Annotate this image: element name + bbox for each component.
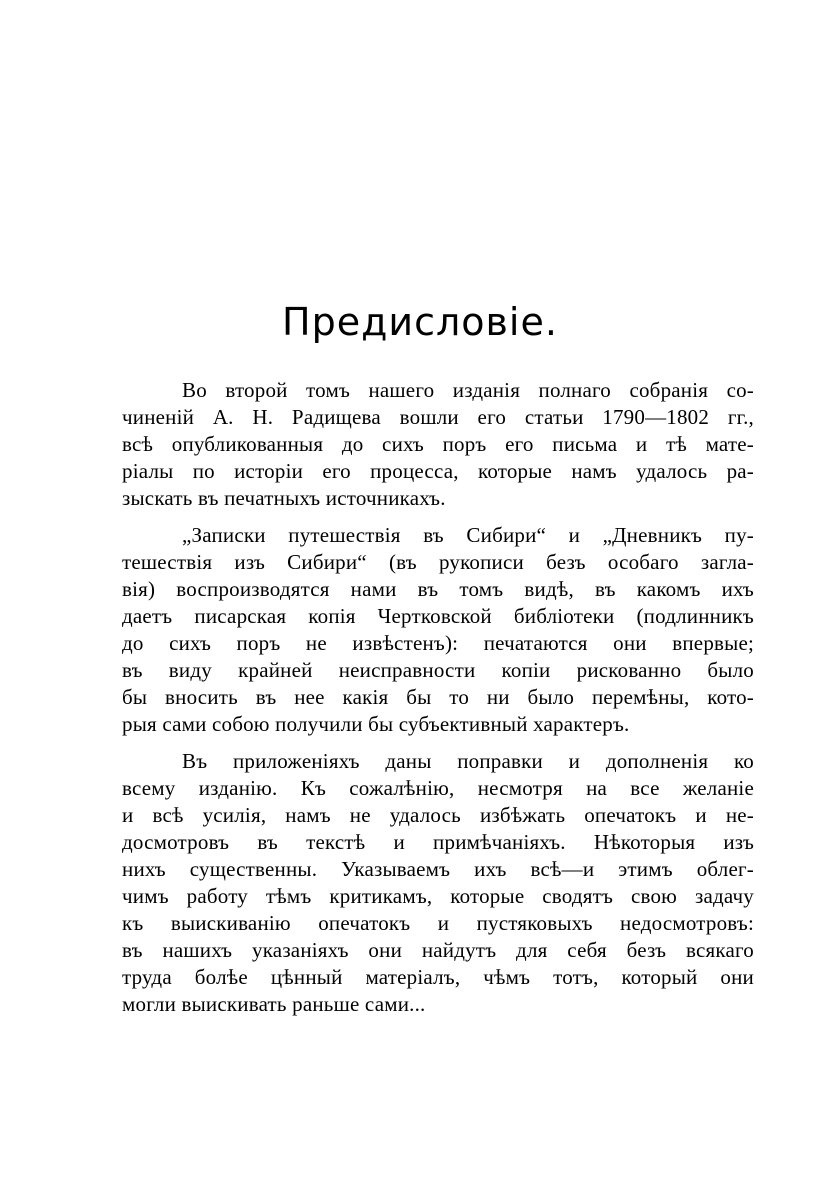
paragraph-line: „Записки путешествія въ Сибири“ и „Дневникъ пу- <box>182 523 754 547</box>
paragraph-line: вія) воспроизводятся нами въ томъ видѣ, въ какомъ ихъ <box>122 577 754 601</box>
paragraph-line: ріалы по исторіи его процесса, которые намъ удалось ра- <box>122 459 754 483</box>
paragraph-line: чиненій А. Н. Радищева вошли его статьи 1790—1802 гг., <box>122 405 754 429</box>
body-text <box>122 377 754 1018</box>
paragraph-line: тешествія изъ Сибири“ (въ рукописи безъ особаго загла- <box>122 550 754 574</box>
paragraph-line: въ нашихъ указаніяхъ они найдутъ для себя безъ всякаго <box>122 938 754 962</box>
paragraph-line: чимъ работу тѣмъ критикамъ, которые сводятъ свою задачу <box>122 884 754 908</box>
paragraph-line: и всѣ усилія, намъ не удалось избѣжать опечатокъ и не- <box>122 803 754 827</box>
paragraph-line: труда болѣе цѣнный матеріалъ, чѣмъ тотъ, который они <box>122 965 754 989</box>
paragraph-line: даетъ писарская копія Чертковской библіотеки (подлинникъ <box>122 604 754 628</box>
paragraph-line: до сихъ поръ не извѣстенъ): печатаются они впервые; <box>122 631 754 655</box>
paragraph-line: рыя сами собою получили бы субъективный характеръ. <box>122 712 630 736</box>
paragraph-line: досмотровъ въ текстѣ и примѣчаніяхъ. Нѣкоторыя изъ <box>122 830 754 854</box>
page-title: Предисловіе. <box>282 300 558 344</box>
paragraph-line: всему изданію. Къ сожалѣнію, несмотря на все желаніе <box>122 776 754 800</box>
paragraph-line: нихъ существенны. Указываемъ ихъ всѣ—и этимъ облег- <box>122 857 754 881</box>
paragraph-line: Во второй томъ нашего изданія полнаго собранія со- <box>182 378 754 402</box>
paragraph-line: всѣ опубликованныя до сихъ поръ его письма и тѣ мате- <box>122 432 754 456</box>
paragraph-line: могли выискивать раньше сами... <box>122 992 426 1016</box>
paragraph-2 <box>122 522 754 738</box>
paragraph-line: зыскать въ печатныхъ источникахъ. <box>122 486 446 510</box>
paragraph-3 <box>122 748 754 1018</box>
paragraph-1 <box>122 377 754 512</box>
paragraph-line: въ виду крайней неисправности копіи рискованно было <box>122 658 754 682</box>
paragraph-line: къ выискиванію опечатокъ и пустяковыхъ недосмотровъ: <box>122 911 754 935</box>
paragraph-line: бы вносить въ нее какія бы то ни было перемѣны, кото- <box>122 685 754 709</box>
paragraph-line: Въ приложеніяхъ даны поправки и дополненія ко <box>182 749 754 773</box>
